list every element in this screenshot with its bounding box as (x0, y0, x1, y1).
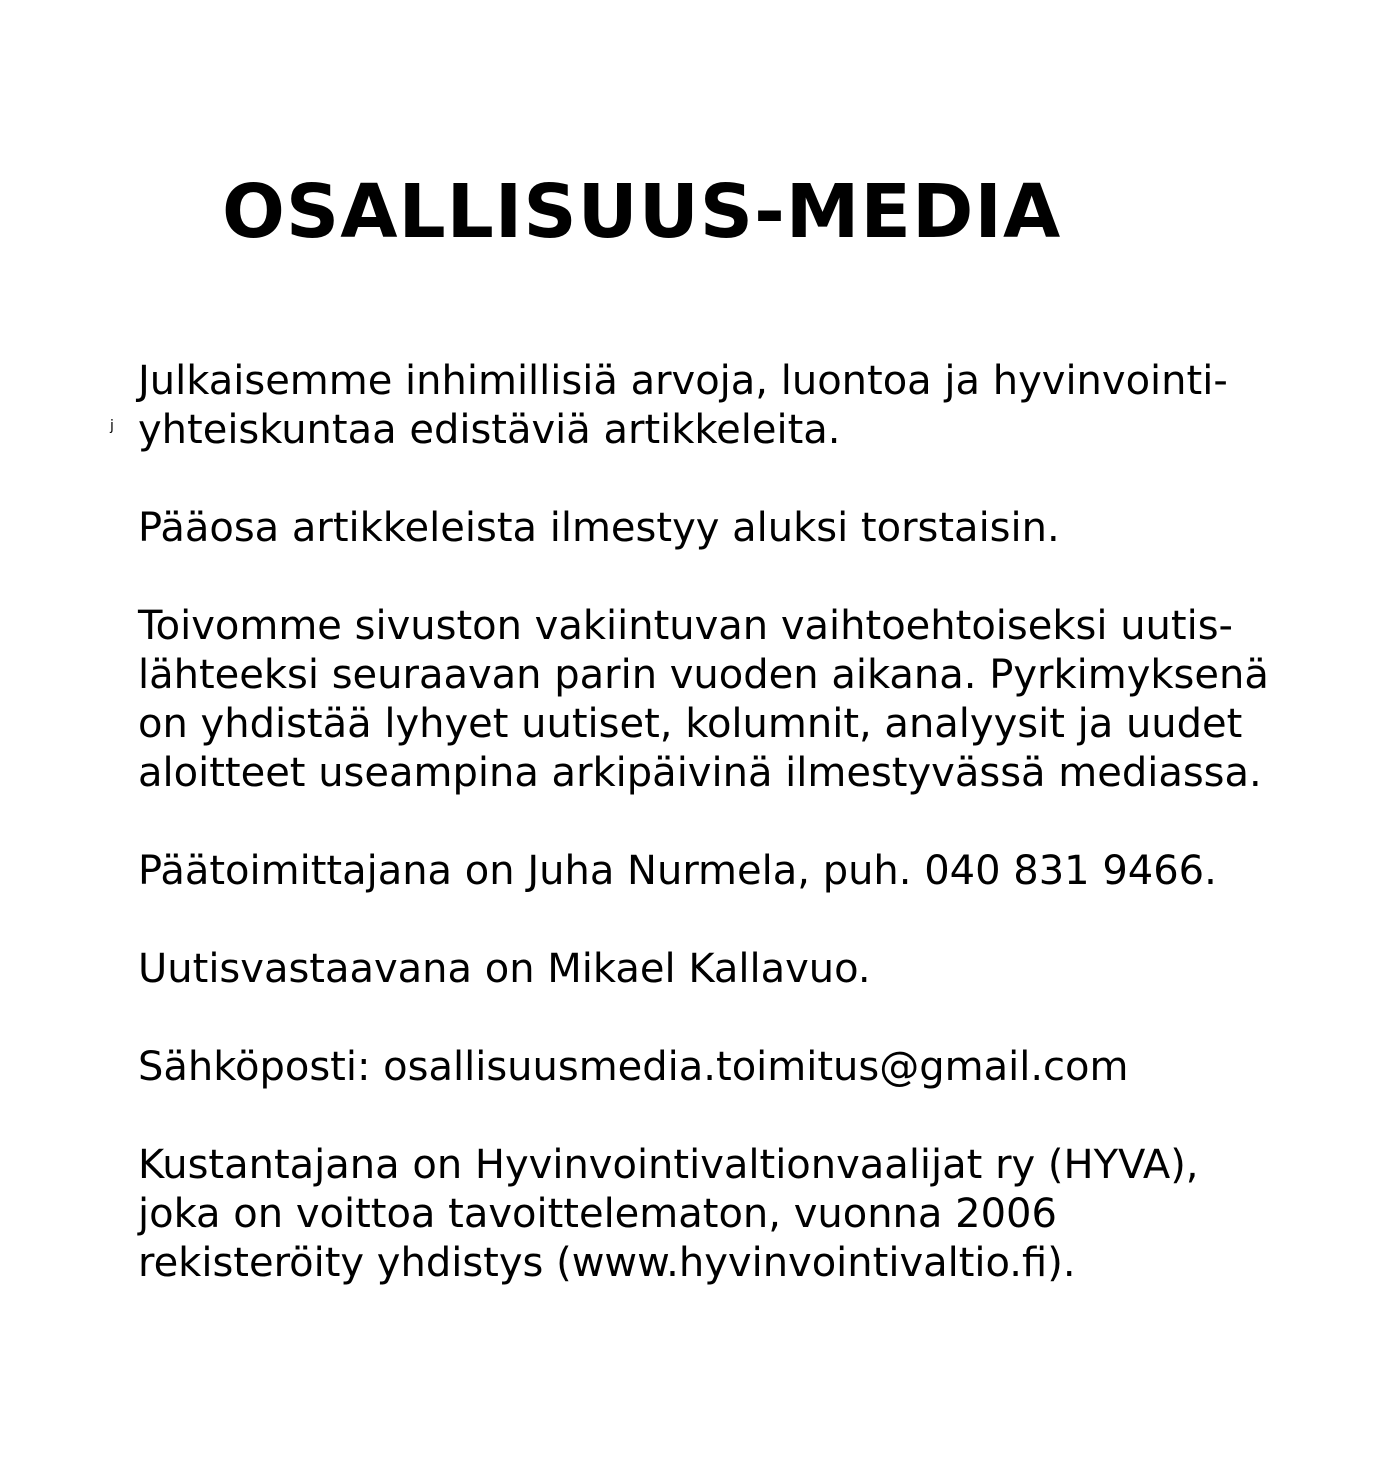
text-line: on yhdistää lyhyet uutiset, kolumnit, analyysit ja uudet (138, 701, 1243, 747)
text-line: lähteeksi seuraavan parin vuoden aikana. Pyrkimyksenä (138, 652, 1269, 698)
text-line: Kustantajana on Hyvinvointivaltionvaalijat ry (HYVA), (138, 1142, 1199, 1188)
text-line: yhteiskuntaa edistäviä artikkeleita. (138, 407, 841, 453)
paragraph-goals (138, 602, 1378, 798)
text-line: joka on voittoa tavoittelematon, vuonna 2006 (138, 1191, 1057, 1237)
text-line: rekisteröity yhdistys (www.hyvinvointivaltio.fi). (138, 1240, 1076, 1286)
text-line: Päätoimittajana on Juha Nurmela, puh. 040 831 9466. (138, 848, 1217, 894)
text-line: Sähköposti: osallisuusmedia.toimitus@gmail.com (138, 1044, 1129, 1090)
page-title: OSALLISUUS-MEDIA (222, 169, 1062, 255)
paragraph-publisher (138, 1141, 1378, 1288)
paragraph-editor-in-chief (138, 847, 1378, 896)
text-line: Toivomme sivuston vakiintuvan vaihtoehtoiseksi uutis- (138, 603, 1233, 649)
document-body (138, 357, 1378, 1337)
text-line: Uutisvastaavana on Mikael Kallavuo. (138, 946, 871, 992)
paragraph-schedule (138, 504, 1378, 553)
stray-mark: j (110, 418, 114, 434)
text-line: aloitteet useampina arkipäivinä ilmestyvässä mediassa. (138, 750, 1262, 796)
paragraph-email (138, 1043, 1378, 1092)
text-line: Julkaisemme inhimillisiä arvoja, luontoa ja hyvinvointi- (138, 358, 1228, 404)
paragraph-intro (138, 357, 1378, 455)
paragraph-news-editor (138, 945, 1378, 994)
text-line: Pääosa artikkeleista ilmestyy aluksi torstaisin. (138, 505, 1060, 551)
